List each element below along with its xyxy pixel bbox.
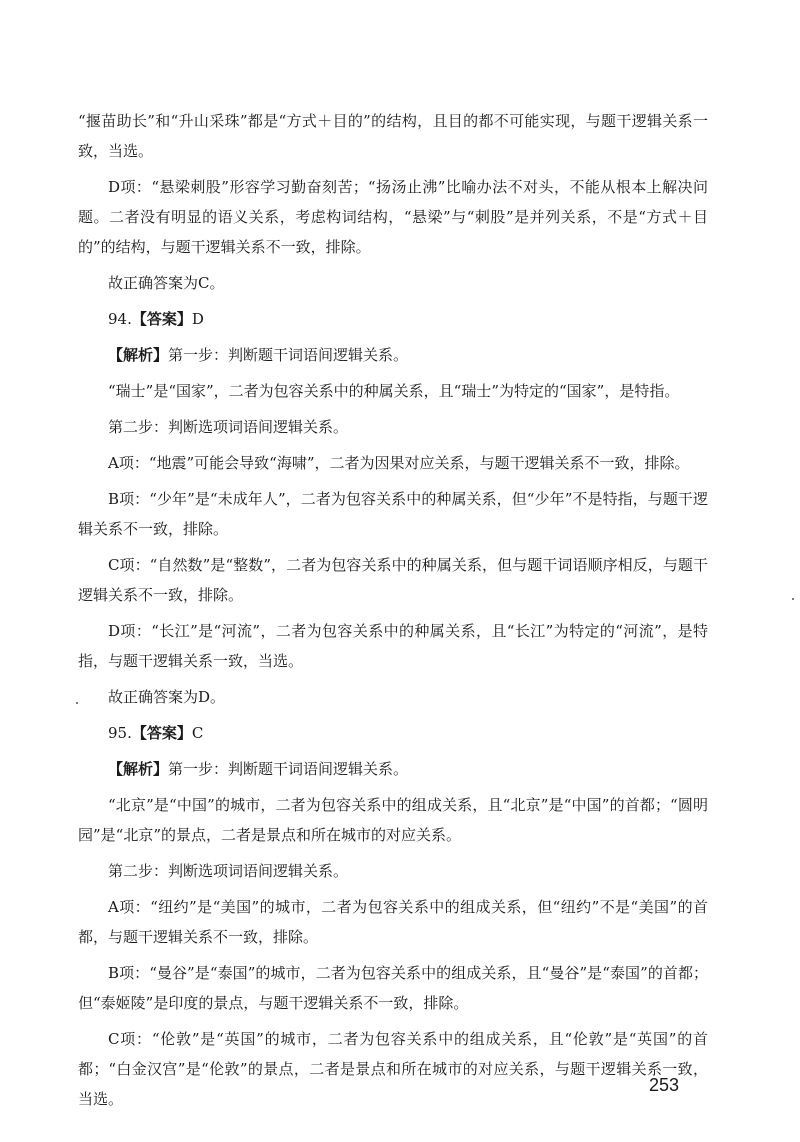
page-body	[78, 106, 708, 1120]
scan-speck	[792, 598, 794, 600]
paragraph	[78, 448, 708, 478]
paragraph	[78, 682, 708, 712]
paragraph-text: 第一步：判断题干词语间逻辑关系。	[168, 760, 409, 778]
paragraph-text: B项：“曼谷”是“泰国”的城市，二者为包容关系中的组成关系，且“曼谷”是“泰国”的首都；但“泰姬陵”是印度的景点，与题干逻辑关系不一致，排除。	[78, 964, 708, 1012]
paragraph-text: D项：“悬梁刺股”形容学习勤奋刻苦；“扬汤止沸”比喻办法不对头，不能从根本上解决问题。二者没有明显的语义关系，考虑构词结构，“悬梁”与“刺股”是并列关系，不是“方式＋目的”的结构，与题干逻辑关系不一致，排除。	[78, 178, 708, 256]
answer-tag: 【答案】	[131, 724, 192, 742]
paragraph	[78, 790, 708, 850]
paragraph	[78, 616, 708, 676]
answer-heading-94	[78, 304, 708, 334]
analysis-tag: 【解析】	[108, 760, 169, 778]
paragraph-text: 第二步：判断选项词语间逻辑关系。	[108, 862, 349, 880]
paragraph	[78, 268, 708, 298]
paragraph	[78, 340, 708, 370]
paragraph-text: B项：“少年”是“未成年人”，二者为包容关系中的种属关系，但“少年”不是特指，与题干逻辑关系不一致，排除。	[78, 490, 708, 538]
paragraph	[78, 550, 708, 610]
scan-speck	[76, 702, 78, 704]
answer-letter: C	[191, 724, 204, 742]
paragraph-text: A项：“地震”可能会导致“海啸”，二者为因果对应关系，与题干逻辑关系不一致，排除。	[108, 454, 690, 472]
question-number: 95.	[108, 724, 132, 742]
paragraph	[78, 1024, 708, 1114]
answer-letter: D	[191, 310, 204, 328]
question-number: 94.	[108, 310, 132, 328]
paragraph	[78, 754, 708, 784]
paragraph	[78, 892, 708, 952]
paragraph	[78, 106, 708, 166]
paragraph	[78, 376, 708, 406]
paragraph-text: 故正确答案为D。	[108, 688, 226, 706]
paragraph	[78, 958, 708, 1018]
paragraph-text: A项：“纽约”是“美国”的城市，二者为包容关系中的组成关系，但“纽约”不是“美国”的首都，与题干逻辑关系不一致，排除。	[78, 898, 708, 946]
paragraph-text: 第一步：判断题干词语间逻辑关系。	[168, 346, 409, 364]
paragraph-text: C项：“自然数”是“整数”，二者为包容关系中的种属关系，但与题干词语顺序相反，与题干逻辑关系不一致，排除。	[78, 556, 708, 604]
paragraph-text: C项：“伦敦”是“英国”的城市，二者为包容关系中的组成关系，且“伦敦”是“英国”的首都；“白金汉宫”是“伦敦”的景点，二者是景点和所在城市的对应关系，与题干逻辑关系一致，当选。	[78, 1030, 708, 1108]
paragraph-text: “瑞士”是“国家”，二者为包容关系中的种属关系，且“瑞士”为特定的“国家”，是特指。	[108, 382, 680, 400]
analysis-tag: 【解析】	[108, 346, 169, 364]
paragraph	[78, 172, 708, 262]
answer-tag: 【答案】	[131, 310, 192, 328]
paragraph	[78, 412, 708, 442]
paragraph-text: “揠苗助长”和“升山采珠”都是“方式＋目的”的结构，且目的都不可能实现，与题干逻辑关系一致，当选。	[78, 112, 708, 160]
answer-heading-95	[78, 718, 708, 748]
paragraph-text: “北京”是“中国”的城市，二者为包容关系中的组成关系，且“北京”是“中国”的首都；“圆明园”是“北京”的景点，二者是景点和所在城市的对应关系。	[78, 796, 708, 844]
paragraph	[78, 484, 708, 544]
paragraph-text: 第二步：判断选项词语间逻辑关系。	[108, 418, 349, 436]
paragraph-text: 故正确答案为C。	[108, 274, 225, 292]
paragraph-text: D项：“长江”是“河流”，二者为包容关系中的种属关系，且“长江”为特定的“河流”，是特指，与题干逻辑关系一致，当选。	[78, 622, 708, 670]
paragraph	[78, 856, 708, 886]
page-number: 253	[649, 1075, 680, 1095]
